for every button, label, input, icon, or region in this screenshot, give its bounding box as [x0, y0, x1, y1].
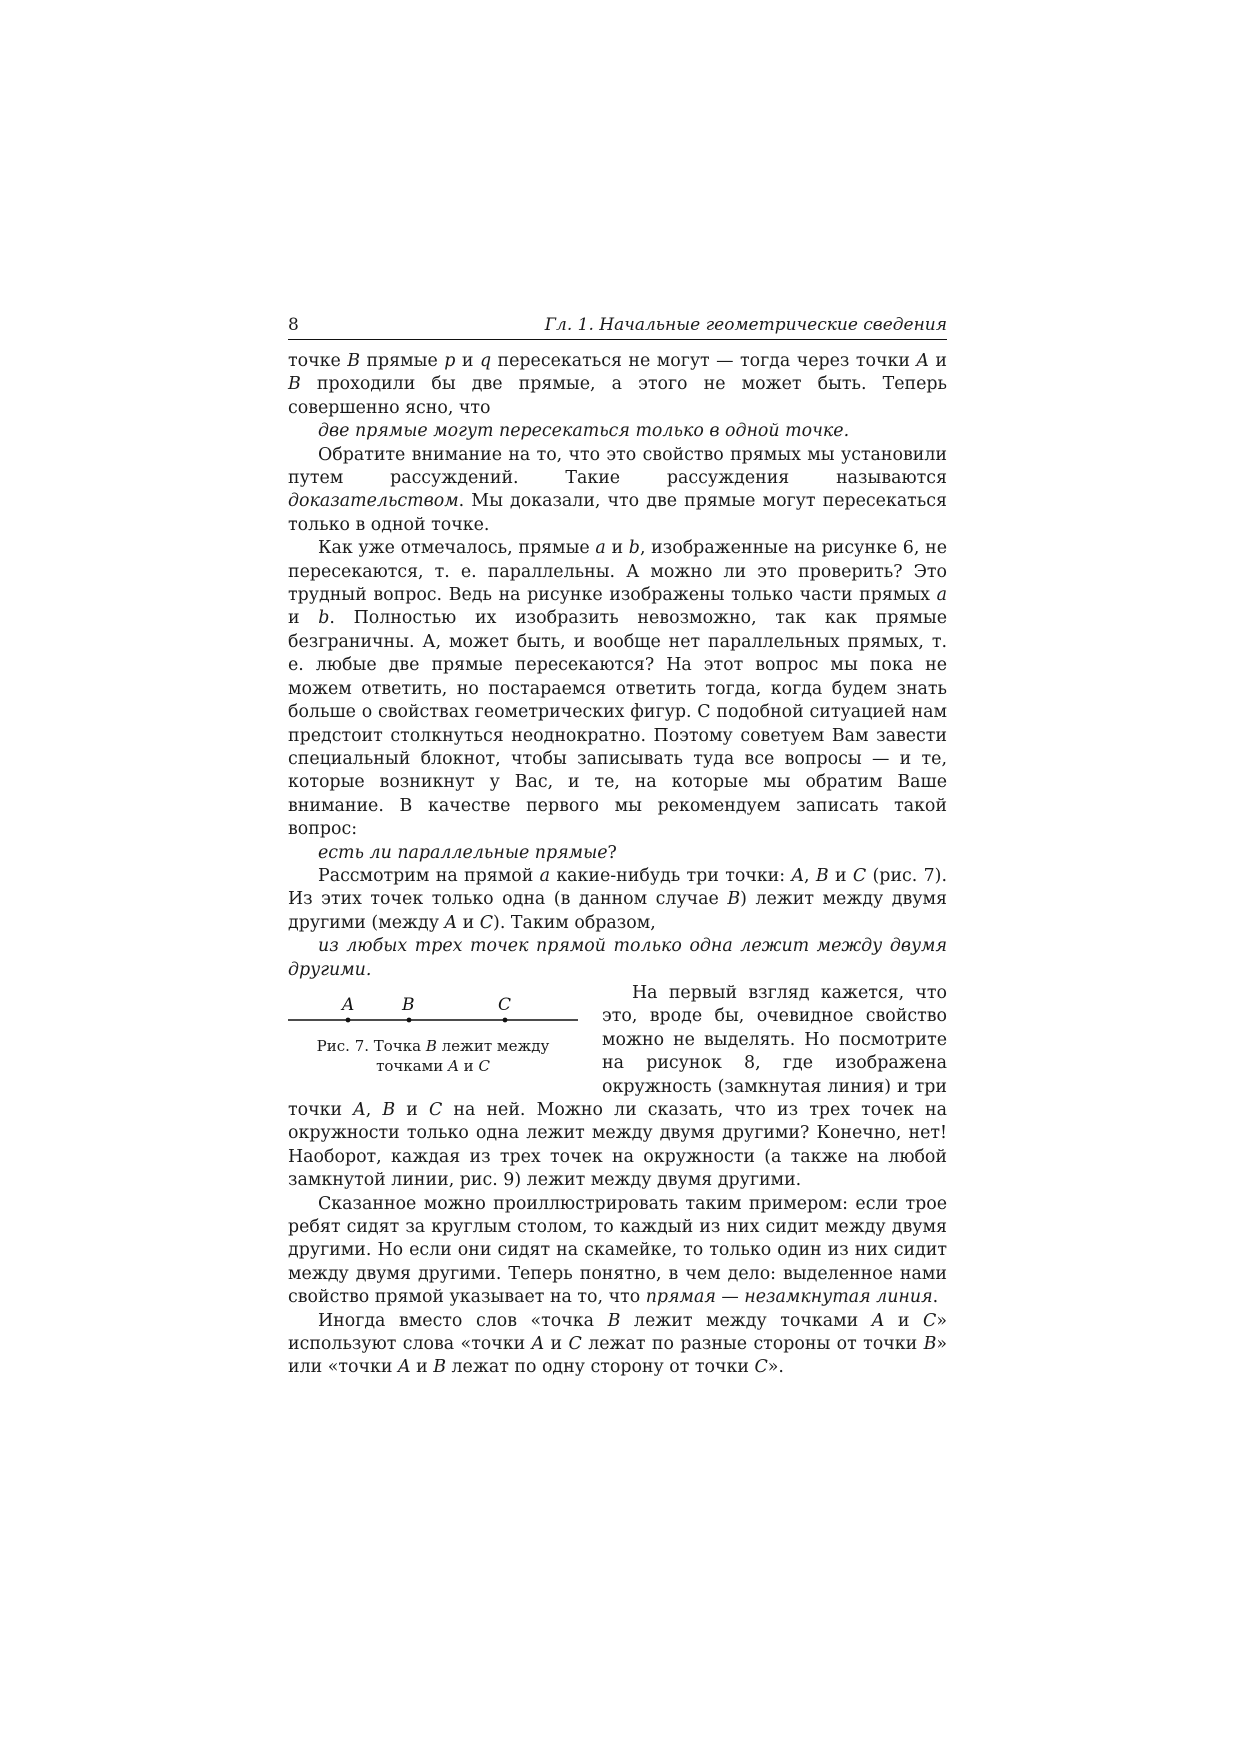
paragraph: Обратите внимание на то, что это свойство прямых мы установили путем рассуждений. Такие рассуждения называются доказательством. Мы доказали, что две прямые могут пересекаться только в одной точке.	[288, 444, 947, 535]
paragraph: точке B прямые p и q пересекаться не могут — тогда через точки A и B проходили бы две прямые, а этого не может быть. Теперь совершенно ясно, что	[288, 351, 948, 418]
page-number: 8	[288, 315, 299, 335]
label-b: B	[402, 994, 415, 1015]
paragraph: Как уже отмечалось, прямые a и b, изображенные на рисунке 6, не пересекаются, т. е. параллельны. А можно ли это проверить? Это трудный вопрос. Ведь на рисунке изображены только части прямых a и b. Полностью их изобразить невозможно, так как прямые безграничны. А, может быть, и вообще нет параллельных прямых, т. е. любые две прямые пересекаются? На этот вопрос мы пока не можем ответить, но постараемся ответить тогда, когда будем знать больше о свойствах геометрических фигур. С подобной ситуацией нам предстоит столкнуться неоднократно. Поэтому советуем Вам завести специальный блокнот, чтобы записывать туда все вопросы — и те, которые возникнут у Вас, и те, на которые мы обратим Ваше внимание. В качестве первого мы рекомендуем записать такой вопрос:	[288, 538, 947, 840]
paragraph: Сказанное можно проиллюстрировать таким примером: если трое ребят сидят за круглым столом, то каждый из них сидит между двумя другими. Но если они сидят на скамейке, то только один из них сидит между двумя другими. Теперь понятно, в чем дело: выделенное нами свойство прямой указывает на то, что прямая — незамкнутая линия.	[288, 1193, 947, 1308]
figure-7	[288, 984, 578, 1076]
label-a: A	[342, 994, 355, 1015]
figure-7-diagram	[288, 984, 578, 1032]
book-page	[288, 313, 947, 1380]
chapter-title: Гл. 1. Начальные геометрические сведения	[544, 315, 947, 335]
paragraph: Иногда вместо слов «точка B лежит между точками A и C» используют слова «точки A и C лежат по разные стороны от точки B» или «точки A и B лежат по одну сторону от точки C».	[288, 1310, 947, 1378]
question-parallel: есть ли параллельные прямые?	[318, 842, 617, 863]
point-c	[503, 1018, 508, 1023]
running-head	[288, 313, 947, 340]
point-a	[346, 1018, 351, 1023]
body-text	[288, 350, 947, 1380]
statement-intersection: две прямые могут пересекаться только в одной точке.	[318, 421, 850, 442]
paragraph: Рассмотрим на прямой a какие-нибудь три точки: A, B и C (рис. 7). Из этих точек только одна (в данном случае B) лежит между двумя другими (между A и C). Таким образом,	[288, 865, 947, 933]
figure-7-caption: Рис. 7. Точка B лежит между точками A и C	[316, 1036, 550, 1075]
statement-between: из любых трех точек прямой только одна лежит между двумя другими.	[288, 936, 947, 980]
label-c: C	[498, 994, 512, 1015]
paragraph: На первый взгляд кажется, что это, вроде бы, очевидное свойство можно не выделять. Но посмотрите на рисунок 8, где изображена окружность (замкнутая линия) и три точки A, B и C на ней. Можно ли сказать, что из трех точек на окружности только одна лежит между двумя другими? Конечно, нет! Наоборот, каждая из трех точек на окружности (а также на любой замкнутой линии, рис. 9) лежит между двумя другими.	[288, 982, 947, 1191]
point-b	[407, 1018, 412, 1023]
